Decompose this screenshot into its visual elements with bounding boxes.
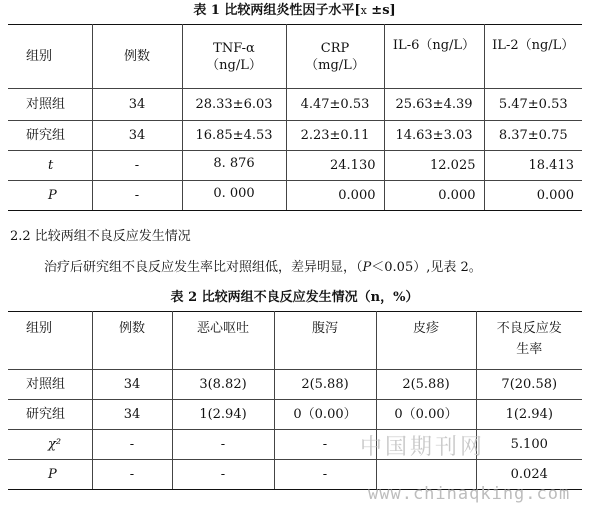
- table-row: [8, 460, 582, 490]
- table-cell: -: [92, 430, 172, 460]
- table2-header-cell: 不良反应发 生率: [476, 312, 582, 370]
- table-cell: 7(20.58): [476, 370, 582, 400]
- watermark-url: www.chinaqking.com: [368, 484, 571, 504]
- table1: [8, 24, 582, 211]
- table-cell: 1(2.94): [476, 400, 582, 430]
- table-cell: -: [172, 460, 274, 490]
- table1-header-cell: TNF-α （ng/L）: [182, 25, 286, 89]
- table-cell: 18.413: [484, 151, 582, 181]
- table-row: [8, 430, 582, 460]
- table2-header-cell: 例数: [92, 312, 172, 370]
- table-cell: 25.63±4.39: [384, 89, 484, 121]
- table1-header-cell: IL-2（ng/L）: [484, 25, 582, 89]
- table-cell: 8. 876: [182, 151, 286, 181]
- paragraph-text-after: ＜0.05）,见表 2。: [371, 260, 482, 275]
- table2-header-cell: 腹泻: [274, 312, 376, 370]
- table1-caption: [0, 2, 589, 20]
- table-cell: 24.130: [286, 151, 384, 181]
- table-cell: 4.47±0.53: [286, 89, 384, 121]
- paragraph-text-before: 治疗后研究组不良反应发生率比对照组低，差异明显，（: [44, 260, 363, 275]
- table-cell: χ²: [8, 430, 92, 460]
- table-row: [8, 151, 582, 181]
- table2-header-cell: 恶心呕吐: [172, 312, 274, 370]
- table-row: [8, 400, 582, 430]
- paragraph: [44, 259, 482, 277]
- paragraph-p-symbol: P: [362, 260, 372, 275]
- table-cell: t: [8, 151, 92, 181]
- table-row: [8, 181, 582, 211]
- table-cell: 研究组: [8, 400, 92, 430]
- table-row: [8, 370, 582, 400]
- table2-header-cell: 组别: [8, 312, 92, 370]
- table-row: [8, 89, 582, 121]
- table-cell: 对照组: [8, 89, 92, 121]
- table-cell: 0.000: [286, 181, 384, 211]
- table2: [8, 311, 582, 490]
- table-cell: [376, 430, 476, 460]
- table-cell: 0.000: [484, 181, 582, 211]
- table1-header-row: [8, 25, 582, 89]
- table-cell: 34: [92, 121, 182, 151]
- table-cell: 0. 000: [182, 181, 286, 211]
- table-cell: 28.33±6.03: [182, 89, 286, 121]
- table-cell: -: [92, 460, 172, 490]
- table-cell: 对照组: [8, 370, 92, 400]
- table1-header-cell: CRP （mg/L）: [286, 25, 384, 89]
- table-cell: 16.85±4.53: [182, 121, 286, 151]
- table-cell: 0.000: [384, 181, 484, 211]
- table-cell: 3(8.82): [172, 370, 274, 400]
- table-cell: 34: [92, 370, 172, 400]
- table1-caption-suffix: ±s]: [366, 3, 396, 18]
- table-row: [8, 121, 582, 151]
- table1-header-cell: IL-6（ng/L）: [384, 25, 484, 89]
- table-cell: 12.025: [384, 151, 484, 181]
- table-cell: -: [92, 151, 182, 181]
- table-cell: -: [172, 430, 274, 460]
- table-cell: P: [8, 460, 92, 490]
- table2-header-cell: 皮疹: [376, 312, 476, 370]
- table-cell: 1(2.94): [172, 400, 274, 430]
- table2-header-row: [8, 312, 582, 370]
- table-cell: 2.23±0.11: [286, 121, 384, 151]
- table-cell: 34: [92, 89, 182, 121]
- watermark-chinese: 中国期刊网: [360, 435, 486, 460]
- table-cell: 8.37±0.75: [484, 121, 582, 151]
- table-cell: 2(5.88): [274, 370, 376, 400]
- table1-caption-prefix: 表 1 比较两组炎性因子水平[: [193, 3, 361, 18]
- table-cell: 0（0.00）: [376, 400, 476, 430]
- table-cell: 0（0.00）: [274, 400, 376, 430]
- table-cell: 34: [92, 400, 172, 430]
- table-cell: -: [274, 430, 376, 460]
- table2-caption: 表 2 比较两组不良反应发生情况（n，%）: [170, 290, 419, 305]
- table-cell: [376, 460, 476, 490]
- table-cell: -: [274, 460, 376, 490]
- table-cell: P: [8, 181, 92, 211]
- table-cell: 0.024: [476, 460, 582, 490]
- table-cell: 研究组: [8, 121, 92, 151]
- table-cell: 5.100: [476, 430, 582, 460]
- table1-caption-xbar: ¯ x: [361, 2, 367, 20]
- table-cell: -: [92, 181, 182, 211]
- table1-header-cell: 组别: [8, 25, 92, 89]
- table1-header-cell: 例数: [92, 25, 182, 89]
- table-cell: 2(5.88): [376, 370, 476, 400]
- table-cell: 14.63±3.03: [384, 121, 484, 151]
- section-heading: 2.2 比较两组不良反应发生情况: [10, 229, 191, 244]
- table-cell: 5.47±0.53: [484, 89, 582, 121]
